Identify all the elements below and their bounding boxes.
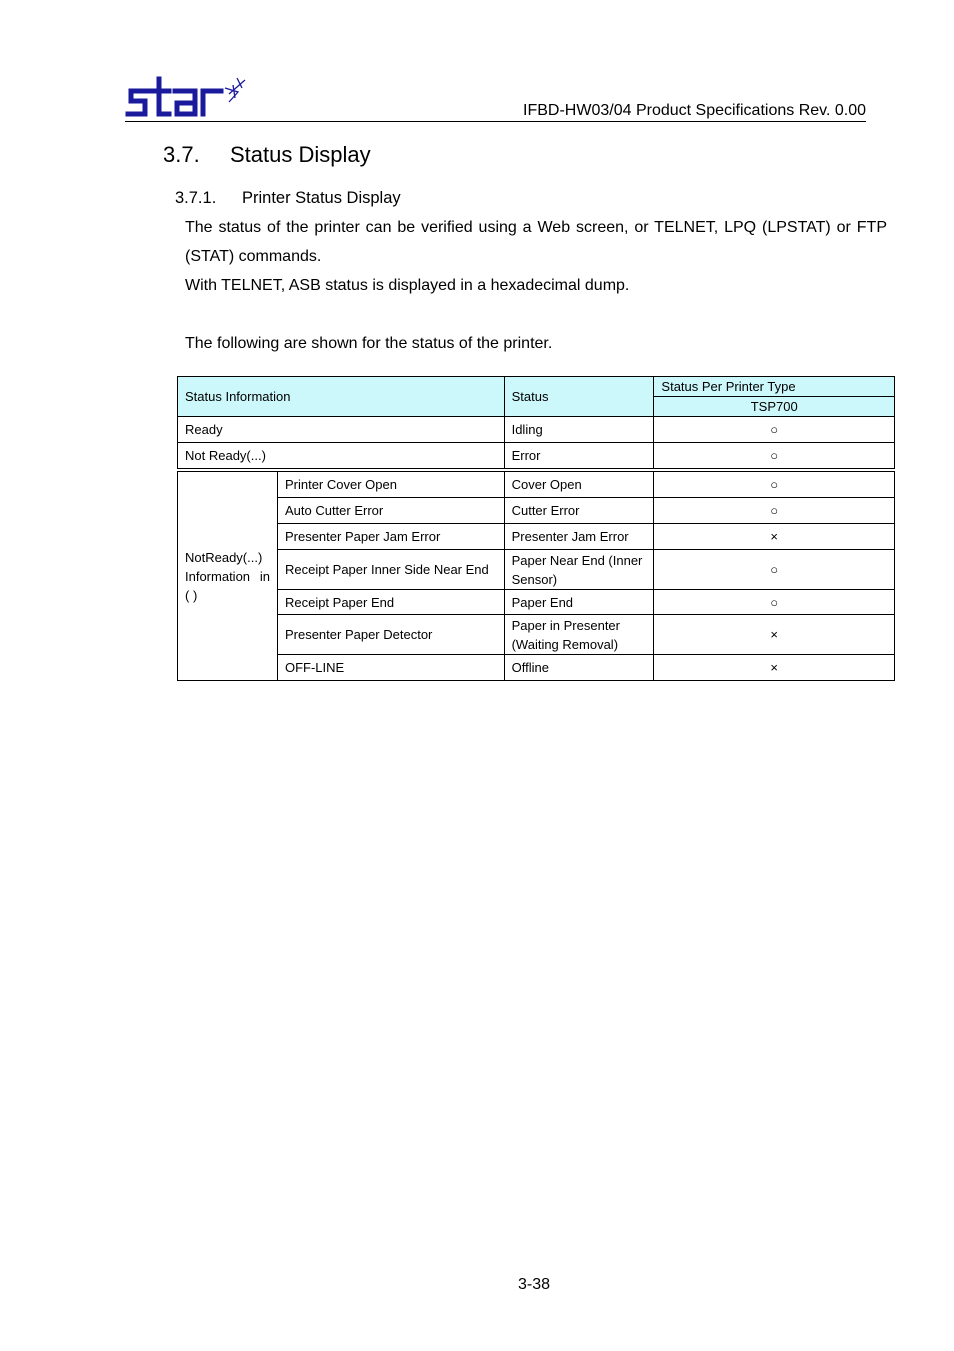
cell-status: Paper in Presenter (Waiting Removal) xyxy=(504,615,654,655)
table-row xyxy=(178,472,895,498)
page-number: 3-38 xyxy=(518,1276,551,1293)
table-row xyxy=(178,498,895,524)
table-row xyxy=(178,590,895,615)
group-label-notready: NotReady(...) Information in ( ) xyxy=(178,472,278,681)
section-heading xyxy=(163,142,371,168)
cell-info: Presenter Paper Jam Error xyxy=(277,524,504,550)
cell-info: Receipt Paper Inner Side Near End xyxy=(277,550,504,590)
cell-mark: × xyxy=(654,655,895,681)
status-table xyxy=(177,376,895,681)
star-logo xyxy=(125,74,249,122)
cell-info: Printer Cover Open xyxy=(277,472,504,498)
cell-info: Receipt Paper End xyxy=(277,590,504,615)
paragraph-telnet: With TELNET, ASB status is displayed in a hexadecimal dump. xyxy=(185,277,630,294)
cell-mark: × xyxy=(654,524,895,550)
cell-mark: ○ xyxy=(654,443,895,469)
cell-status: Offline xyxy=(504,655,654,681)
cell-mark: ○ xyxy=(654,498,895,524)
cell-mark: ○ xyxy=(654,472,895,498)
paragraph-intro: The status of the printer can be verified using a Web screen, or TELNET, LPQ (LPSTAT) or FTP (STAT) commands. xyxy=(185,219,887,265)
document-title: IFBD-HW03/04 Product Specifications Rev. 0.00 xyxy=(523,102,866,119)
cell-status: Paper End xyxy=(504,590,654,615)
table-row xyxy=(178,615,895,655)
subsection-title: Printer Status Display xyxy=(242,189,401,207)
table-row xyxy=(178,655,895,681)
cell-status: Idling xyxy=(504,417,654,443)
cell-info: Auto Cutter Error xyxy=(277,498,504,524)
header-rule xyxy=(125,121,866,122)
cell-mark: ○ xyxy=(654,590,895,615)
table-row xyxy=(178,417,895,443)
cell-status: Cutter Error xyxy=(504,498,654,524)
table-row xyxy=(178,524,895,550)
cell-status: Presenter Jam Error xyxy=(504,524,654,550)
header-status-information: Status Information xyxy=(178,377,505,417)
table-row xyxy=(178,550,895,590)
cell-status: Error xyxy=(504,443,654,469)
cell-info: Ready xyxy=(178,417,505,443)
section-title: Status Display xyxy=(230,142,371,167)
cell-status: Cover Open xyxy=(504,472,654,498)
cell-mark: ○ xyxy=(654,550,895,590)
cell-status: Paper Near End (Inner Sensor) xyxy=(504,550,654,590)
cell-info: Not Ready(...) xyxy=(178,443,505,469)
cell-info: Presenter Paper Detector xyxy=(277,615,504,655)
paragraph-following: The following are shown for the status of the printer. xyxy=(185,335,553,352)
table-row xyxy=(178,443,895,469)
header-status-per-type: Status Per Printer Type xyxy=(654,377,895,397)
section-number: 3.7. xyxy=(163,142,200,167)
subsection-heading xyxy=(175,189,401,208)
cell-info: OFF-LINE xyxy=(277,655,504,681)
cell-mark: × xyxy=(654,615,895,655)
cell-mark: ○ xyxy=(654,417,895,443)
header-printer-tsp700: TSP700 xyxy=(654,397,895,417)
subsection-number: 3.7.1. xyxy=(175,189,217,207)
header-status: Status xyxy=(504,377,654,417)
